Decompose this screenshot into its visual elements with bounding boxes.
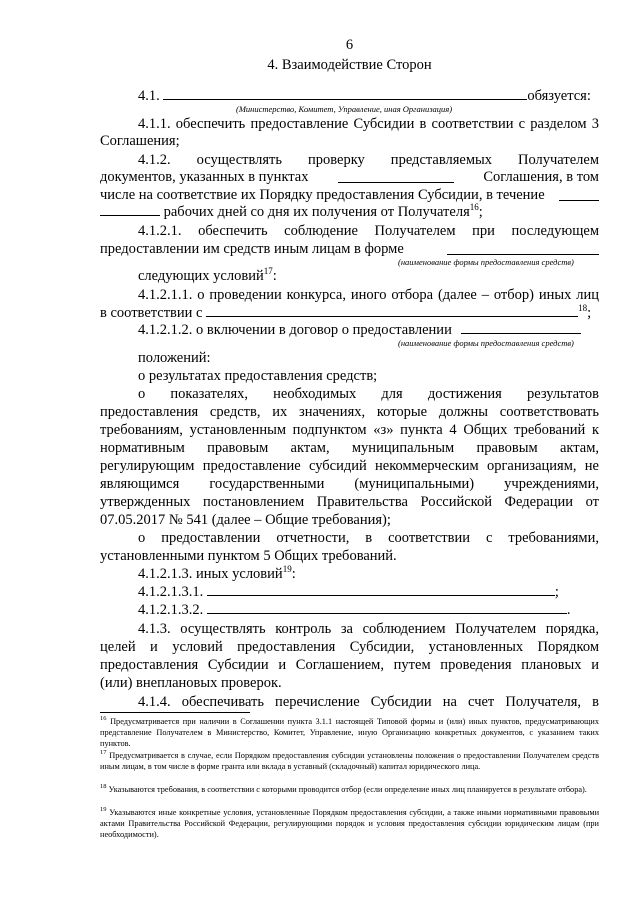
indicators-line-3: требованиям, установленным подпунктом «з» пункта 4 Общих требований к — [100, 422, 599, 438]
indicators-line-5: регулирующим предоставление субсидий некоммерческим организациям, не — [100, 458, 599, 474]
clause-4-1-1-line-2: Соглашения; — [100, 133, 180, 149]
clause-4-1-1-line-1: 4.1.1. обеспечить предоставление Субсидии в соответствии с разделом 3 — [138, 116, 599, 132]
caption-form-2: (наименование формы предоставления средств) — [398, 338, 574, 348]
text: 4.1.2.1.3.2. — [138, 602, 204, 618]
caption-authority: (Министерство, Комитет, Управление, иная Организация) — [236, 104, 453, 114]
text: рабочих дней со дня их получения от Получателя — [163, 204, 470, 220]
text: в соответствии с — [100, 305, 203, 321]
clause-4-1-2-line-3 — [100, 186, 599, 204]
results-line: о результатах предоставления средств; — [138, 368, 378, 384]
text: : — [272, 268, 277, 284]
clause-4-1-2-1-3-1 — [138, 583, 599, 601]
blank-field — [559, 188, 599, 201]
footnote-ref-16: 16 — [469, 202, 479, 213]
clause-4-1-2-line-2 — [100, 168, 599, 186]
footnote-separator — [100, 712, 250, 713]
text: 4.1.2.1.3.1. — [138, 584, 204, 600]
clause-number: 4.1. — [138, 88, 160, 104]
text: 4.1.2.1.3. иных условий — [138, 566, 283, 582]
text: : — [291, 566, 296, 582]
footnote-ref-17: 17 — [263, 266, 273, 277]
footnote-19 — [100, 807, 599, 840]
conditions-line — [138, 267, 599, 285]
clause-text: обязуется: — [527, 88, 591, 104]
clause-4-1-2-1-line-1: 4.1.2.1. обеспечить соблюдение Получателем при последующем — [138, 223, 599, 239]
footnote-text: Предусматривается при наличии в Соглашении пункта 3.1.1 настоящей Типовой формы и (или) иных пунктов, предусматривающих представление Получателем в Министерство, Комитет, Управление, иную Организацию конкретных документов, с указанием таких пунктов. — [100, 717, 599, 748]
footnote-number: 19 — [100, 806, 107, 814]
clause-4-1-2-1-2 — [138, 321, 599, 339]
clause-4-1-2-line-1: 4.1.2. осуществлять проверку представляемых Получателем — [138, 152, 599, 168]
blank-field — [338, 170, 454, 183]
caption-form-1: (наименование формы предоставления средств) — [398, 257, 574, 267]
indicators-line-8: 07.05.2017 № 541 (далее – Общие требования); — [100, 512, 391, 528]
clause-4-1-2-1-3-2 — [138, 601, 599, 619]
reporting-line-1: о предоставлении отчетности, в соответствии с требованиями, — [138, 530, 599, 546]
footnote-number: 16 — [100, 715, 107, 723]
indicators-line-6: являющимся государственными (муниципальными) учреждениями, — [100, 476, 599, 492]
provisions-line: положений: — [138, 350, 211, 366]
text: Соглашения, в том — [483, 169, 599, 185]
indicators-line-4: нормативным правовым актам, муниципальным правовым актам, — [100, 440, 599, 456]
clause-4-1-2-1-line-2 — [100, 240, 599, 258]
footnote-ref-19: 19 — [282, 564, 292, 575]
clause-4-1-2-1-1-line-2 — [100, 304, 599, 322]
clause-4-1-2-1-3 — [138, 565, 599, 583]
footnote-ref-18: 18 — [578, 303, 588, 314]
blank-field — [207, 601, 567, 614]
clause-4-1-3-line-3: предоставления Субсидии и Соглашением, путем проведения плановых и — [100, 657, 599, 673]
text: предоставлении им средств иным лицам в форме — [100, 241, 404, 257]
blank-field — [100, 203, 160, 216]
footnote-text: Предусматривается в случае, если Порядком предоставления субсидии установлены положения о предоставлении Получателем средств иным лицам, в том числе в форме гранта или вклада в уставный (складочный) капитал юридического лица. — [100, 751, 599, 771]
blank-field — [461, 321, 581, 334]
section-title: 4. Взаимодействие Сторон — [267, 57, 432, 73]
footnote-number: 18 — [100, 783, 107, 791]
reporting-line-2: установленными пунктом 5 Общих требований. — [100, 548, 397, 564]
clause-4-1-4-line-1: 4.1.4. обеспечивать перечисление Субсидии на счет Получателя, в — [138, 694, 599, 710]
text: числе на соответствие их Порядку предоставления Субсидии, в течение — [100, 187, 545, 203]
page-number: 6 — [345, 37, 354, 53]
indicators-line-2: предоставления средств, их значениях, которые должны соответствовать — [100, 404, 599, 420]
footnote-text: Указываются требования, в соответствии с которыми проводится отбор (если определение иных лиц планируется в результате отбора). — [108, 785, 587, 794]
indicators-line-7: утвержденных постановлением Правительства Российской Федерации от — [100, 494, 599, 510]
text: ; — [478, 204, 483, 220]
footnote-16 — [100, 716, 599, 749]
clause-4-1-2-line-4 — [100, 203, 599, 221]
text: следующих условий — [138, 268, 264, 284]
footnote-17 — [100, 750, 599, 772]
text: 4.1.2.1.2. о включении в договор о предоставлении — [138, 322, 452, 338]
clause-4-1-2-1-1-line-1: 4.1.2.1.1. о проведении конкурса, иного отбора (далее – отбор) иных лиц — [138, 287, 599, 303]
indicators-line-1: о показателях, необходимых для достижения результатов — [138, 386, 599, 402]
clause-4-1 — [138, 87, 599, 105]
footnote-18 — [100, 784, 599, 795]
clause-4-1-3-line-2: целей и условий предоставления Субсидии, установленных Порядком — [100, 639, 599, 655]
text: ; — [587, 305, 592, 321]
blank-field — [447, 242, 599, 255]
blank-field — [163, 87, 527, 100]
blank-field — [206, 304, 578, 317]
footnote-text: Указываются иные конкретные условия, установленные Порядком предоставления субсидии, а также иными нормативными правовыми актами Правительства Российской Федерации, регулирующими порядок и условия предоставления субсидии юридическим лицам (при необходимости). — [100, 808, 600, 839]
text: ; — [554, 584, 559, 600]
text: документов, указанных в пунктах — [100, 169, 309, 185]
text: . — [566, 602, 571, 618]
clause-4-1-3-line-1: 4.1.3. осуществлять контроль за соблюдением Получателем порядка, — [138, 621, 599, 637]
footnote-number: 17 — [100, 749, 107, 757]
blank-field — [207, 583, 555, 596]
clause-4-1-3-line-4: (или) внеплановых проверок. — [100, 675, 282, 691]
